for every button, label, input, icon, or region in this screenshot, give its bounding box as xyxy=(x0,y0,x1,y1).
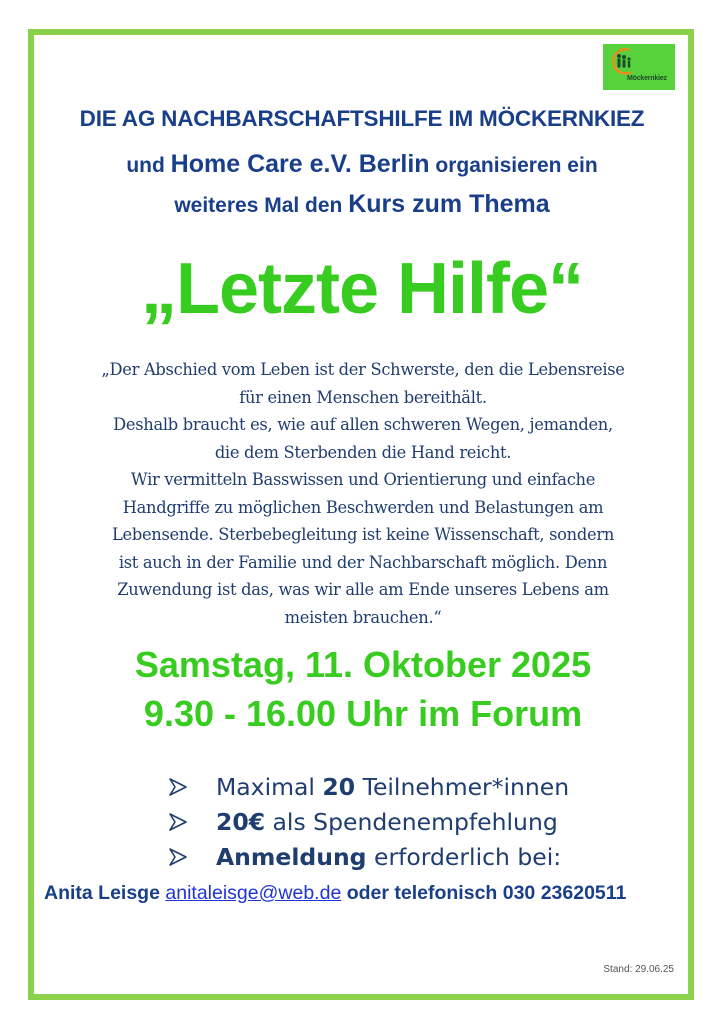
quote-line: für einen Menschen bereithält. xyxy=(239,387,487,407)
quote-block xyxy=(40,356,686,631)
quote-line: „Der Abschied vom Leben ist der Schwerste, den die Lebensreise xyxy=(101,360,625,379)
logo-text: Möckernkiez xyxy=(627,75,667,82)
stand-date: Stand: 29.06.25 xyxy=(603,964,674,975)
contact-email-link[interactable]: anitaleisge@web.de xyxy=(165,882,342,904)
contact-name: Anita Leisge xyxy=(44,882,160,904)
event-time-location: 9.30 - 16.00 Uhr im Forum xyxy=(143,693,583,734)
quote-line: ist auch in der Familie und der Nachbarschaft möglich. Denn xyxy=(118,552,608,572)
arrow-bullet-icon xyxy=(168,812,188,832)
quote-line: Lebensende. Sterbebegleitung ist keine Wissenschaft, sondern xyxy=(111,525,614,544)
quote-line: meisten brauchen.“ xyxy=(284,607,442,627)
organizer-name: Home Care e.V. Berlin xyxy=(170,150,430,178)
arrow-bullet-icon xyxy=(168,777,188,797)
course-title: „Letzte Hilfe“ xyxy=(140,249,584,329)
course-label: Kurs zum Thema xyxy=(348,190,550,218)
quote-line: Wir vermitteln Basswissen und Orientierung und einfache xyxy=(130,470,596,489)
quote-line: die dem Sterbenden die Hand reicht. xyxy=(214,442,512,462)
moeckernkiez-logo xyxy=(603,44,675,90)
header-line-1: DIE AG NACHBARSCHAFTSHILFE IM MÖCKERNKIEZ xyxy=(79,106,645,131)
contact-phone: oder telefonisch 030 23620511 xyxy=(346,882,627,904)
header-line-2: und Home Care e.V. Berlin organisieren ein xyxy=(126,150,598,178)
contact-line xyxy=(44,882,626,905)
quote-line: Deshalb braucht es, wie auf allen schweren Wegen, jemanden, xyxy=(113,415,613,434)
quote-line: Handgriffe zu möglichen Beschwerden und Belastungen am xyxy=(122,497,604,517)
event-date: Samstag, 11. Oktober 2025 xyxy=(134,644,592,685)
logo-figures-icon xyxy=(607,48,647,76)
arrow-bullet-icon xyxy=(168,847,188,867)
quote-line: Zuwendung ist das, was wir alle am Ende unseres Lebens am xyxy=(117,580,609,599)
header-line-3: weiteres Mal den Kurs zum Thema xyxy=(174,190,550,218)
